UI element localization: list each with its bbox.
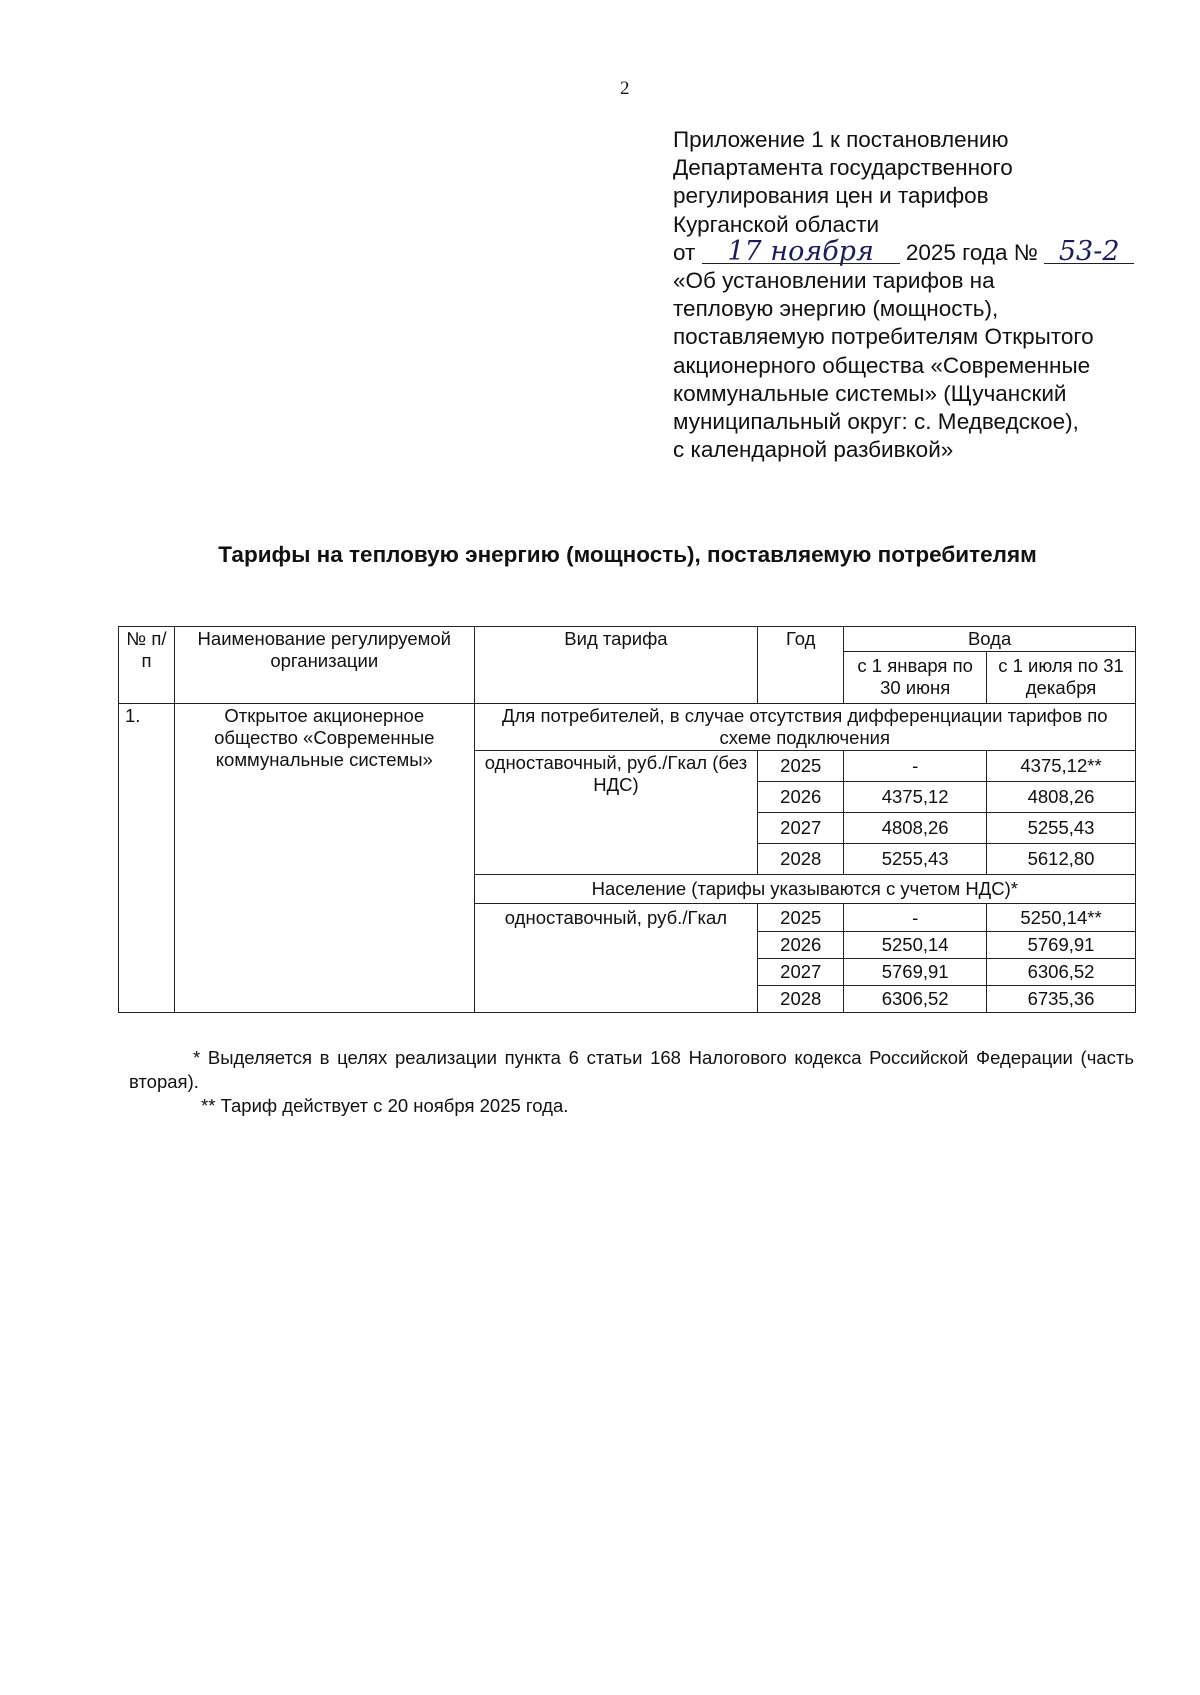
footnotes <box>129 1046 1134 1118</box>
appendix-line: регулирования цен и тарифов <box>673 183 989 209</box>
value-cell: 5769,91 <box>844 959 987 986</box>
date-prefix: от <box>673 239 696 265</box>
value-cell: 6306,52 <box>987 959 1136 986</box>
value-cell: - <box>844 751 987 782</box>
appendix-line: тепловую энергию (мощность), <box>673 296 999 322</box>
year-cell: 2027 <box>758 813 844 844</box>
value-cell: 4375,12** <box>987 751 1136 782</box>
value-cell: 5250,14 <box>844 932 987 959</box>
header-period-1: с 1 января по 30 июня <box>844 652 987 704</box>
value-cell: 5612,80 <box>987 844 1136 875</box>
header-org: Наименование регулируемой организации <box>174 627 474 704</box>
year-cell: 2025 <box>758 904 844 932</box>
tariff-type-cell: одноставочный, руб./Гкал (без НДС) <box>474 751 758 875</box>
year-cell: 2025 <box>758 751 844 782</box>
year-cell: 2028 <box>758 844 844 875</box>
appendix-line: Департамента государственного <box>673 155 1013 181</box>
appendix-line: поставляемую потребителям Открытого <box>673 324 1094 350</box>
handwritten-date: 17 ноября <box>702 241 900 264</box>
value-cell: - <box>844 904 987 932</box>
table-row <box>119 704 1136 751</box>
org-name: Открытое акционерное общество «Современные коммунальные системы» <box>174 704 474 1013</box>
value-cell: 6306,52 <box>844 986 987 1013</box>
year-cell: 2027 <box>758 959 844 986</box>
value-cell: 4375,12 <box>844 782 987 813</box>
group-title: Население (тарифы указываются с учетом НДС)* <box>474 875 1135 904</box>
appendix-line: акционерного общества «Современные <box>673 352 1091 378</box>
handwritten-number: 53-2 <box>1044 241 1134 264</box>
header-period-2: с 1 июля по 31 декабря <box>987 652 1136 704</box>
appendix-date-line <box>673 235 1143 267</box>
appendix-line: Приложение 1 к постановлению <box>673 127 1009 152</box>
tariff-table <box>118 626 1136 1013</box>
header-year: Год <box>758 627 844 704</box>
page-number: 2 <box>620 78 630 99</box>
value-cell: 5255,43 <box>844 844 987 875</box>
tariff-type-cell: одноставочный, руб./Гкал <box>474 904 758 1013</box>
header-water: Вода <box>844 627 1136 652</box>
appendix-header <box>673 126 1143 464</box>
value-cell: 4808,26 <box>987 782 1136 813</box>
value-cell: 6735,36 <box>987 986 1136 1013</box>
value-cell: 5255,43 <box>987 813 1136 844</box>
value-cell: 5769,91 <box>987 932 1136 959</box>
year-cell: 2026 <box>758 782 844 813</box>
year-text: 2025 года № <box>905 239 1038 265</box>
footnote-1: * Выделяется в целях реализации пункта 6 статьи 168 Налогового кодекса Российской Федерации (часть вторая). <box>129 1047 1134 1092</box>
footnote-2: ** Тариф действует с 20 ноября 2025 года. <box>201 1095 569 1116</box>
year-cell: 2028 <box>758 986 844 1013</box>
year-cell: 2026 <box>758 932 844 959</box>
row-number: 1. <box>119 704 175 1013</box>
appendix-line: коммунальные системы» (Щучанский <box>673 380 1067 406</box>
value-cell: 4808,26 <box>844 813 987 844</box>
document-title: Тарифы на тепловую энергию (мощность), поставляемую потребителям <box>218 542 1037 567</box>
appendix-line: муниципальный округ: с. Медведское), <box>673 409 1079 435</box>
value-cell: 5250,14** <box>987 904 1136 932</box>
appendix-line: с календарной разбивкой» <box>673 437 954 463</box>
appendix-line: Курганской области <box>673 211 880 237</box>
appendix-line: «Об установлении тарифов на <box>673 268 995 294</box>
group-title: Для потребителей, в случае отсутствия дифференциации тарифов по схеме подключения <box>474 704 1135 751</box>
header-tariff-type: Вид тарифа <box>474 627 758 704</box>
header-num: № п/п <box>119 627 175 704</box>
table-header-row <box>119 627 1136 652</box>
